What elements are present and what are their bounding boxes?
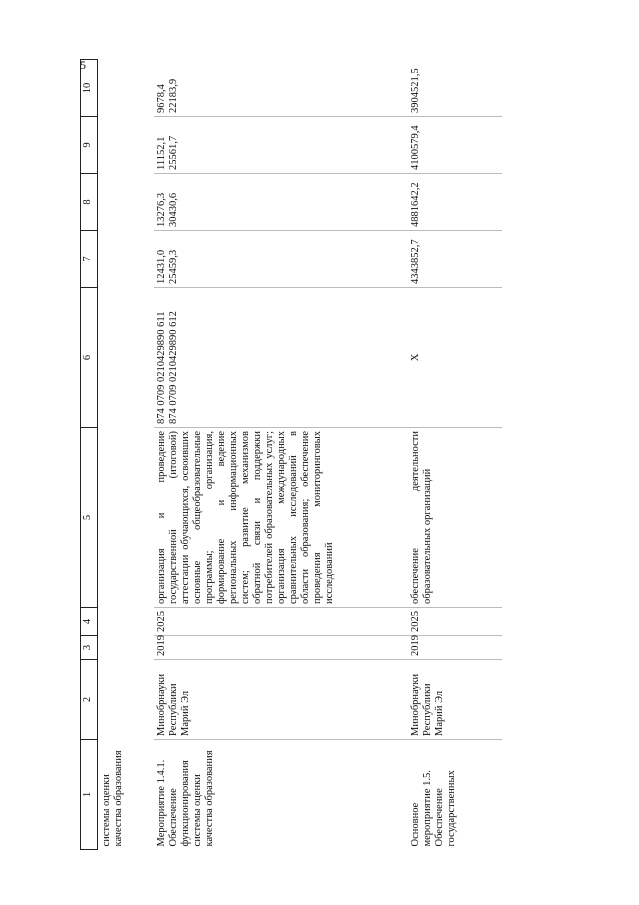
column-number-row <box>81 60 98 850</box>
cell-end-year: 2025 <box>408 608 502 636</box>
column-header: 1 <box>81 740 98 850</box>
cell-amount-10: 3904521,5 <box>408 60 502 117</box>
cell-end-year: 2025 <box>154 608 408 636</box>
cell-amount-9: 4100579,4 <box>408 117 502 174</box>
cell-start-year: 2019 <box>408 636 502 660</box>
cell-activity: Мероприятие 1.4.1. Обеспечение функционирования системы оценки качества образования <box>156 750 215 847</box>
cell-amount-7: 4343852,7 <box>408 231 502 288</box>
cell-start-year: 2019 <box>154 636 408 660</box>
continuation-text: системы оценки качества образования <box>101 750 124 847</box>
column-header: 10 <box>81 60 98 117</box>
cell-executor: Минобрнауки Республики Марий Эл <box>154 660 408 740</box>
column-header: 8 <box>81 174 98 231</box>
column-header: 5 <box>81 428 98 608</box>
cell-amount-8: 4881642,2 <box>408 174 502 231</box>
cell-executor: Минобрнауки Республики Марий Эл <box>408 660 502 740</box>
budget-table-sheet <box>80 60 570 850</box>
table-row <box>154 60 408 850</box>
cell-amount-8: 13276,3 30430,6 <box>154 174 408 231</box>
column-header: 3 <box>81 636 98 660</box>
budget-table <box>80 59 502 850</box>
column-header: 9 <box>81 117 98 174</box>
column-header: 7 <box>81 231 98 288</box>
cell-description: организация и проведение государственной (итоговой) аттестации обучающихся, освоивших основные общеобразовательные программы; организация, формирование и ведение региональных информационных систем; развитие механизмов обратной связи и поддержки потребителей образовательных услуг; организация международных сравнительных исследований в области образования; обеспечение проведения мониторинговых исследований <box>154 428 408 608</box>
page-number: 5 <box>80 58 86 72</box>
cell-activity: Основное мероприятие 1.5. Обеспечение государственных <box>410 770 457 847</box>
column-header: 2 <box>81 660 98 740</box>
column-header: 4 <box>81 608 98 636</box>
cell-budget-code: 874 0709 0210429890 611 874 0709 0210429890 612 <box>154 288 408 428</box>
column-header: 6 <box>81 288 98 428</box>
cell-amount-10: 9678,4 22183,9 <box>154 60 408 117</box>
cell-description: обеспечение деятельности образовательных организаций <box>408 428 502 608</box>
table-row <box>408 60 502 850</box>
cell-amount-7: 12431,0 25459,3 <box>154 231 408 288</box>
continuation-row <box>98 60 155 850</box>
cell-budget-code: Х <box>408 288 502 428</box>
cell-amount-9: 11152,1 25561,7 <box>154 117 408 174</box>
